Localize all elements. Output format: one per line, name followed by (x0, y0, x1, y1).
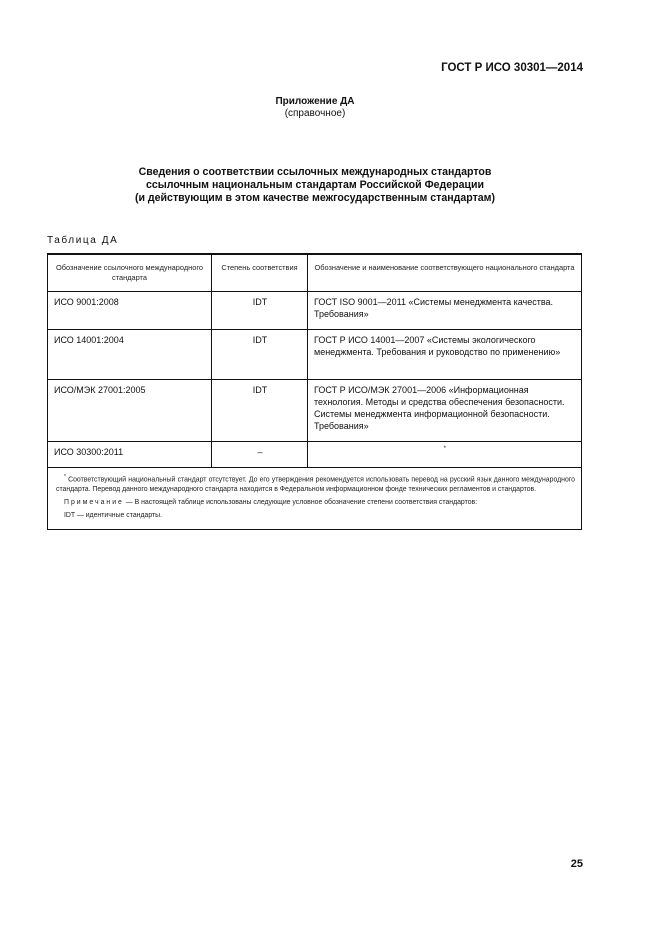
footnote-text: Соответствующий национальный стандарт отсутствует. До его утверждения рекомендуется использовать перевод на русский язык данного международного стандарта. Перевод данного международного стандарта находится в Федеральном информационном фонде технических регламентов и стандартов. (56, 476, 576, 494)
table-caption: Таблица ДА (47, 235, 119, 246)
table-row (48, 442, 582, 468)
table-row (48, 330, 582, 380)
footnote-superscript: * (64, 474, 66, 480)
annex-header (0, 96, 630, 119)
section-heading (0, 166, 630, 205)
table-row (48, 380, 582, 442)
column-header-degree: Степень соответствия (212, 254, 308, 292)
cell-degree: IDT (212, 380, 308, 442)
idt-paragraph: IDT — идентичные стандарты. (64, 511, 163, 519)
cell-intl: ИСО 30300:2011 (48, 442, 212, 468)
heading-line: (и действующим в этом качестве межгосударственным стандартам) (134, 192, 496, 204)
cell-national (308, 442, 582, 468)
standard-code: ГОСТ Р ИСО 30301—2014 (441, 62, 583, 74)
cell-intl: ИСО/МЭК 27001:2005 (48, 380, 212, 442)
correspondence-table (47, 253, 582, 530)
heading-line: Сведения о соответствии ссылочных международных стандартов (138, 166, 492, 178)
table-notes-row (48, 468, 582, 530)
heading-line: ссылочным национальным стандартам Российской Федерации (145, 179, 485, 191)
cell-degree: IDT (212, 330, 308, 380)
cell-intl: ИСО 14001:2004 (48, 330, 212, 380)
cell-degree: IDT (212, 292, 308, 330)
annex-title: Приложение ДА (275, 96, 355, 107)
table-header-row (48, 254, 582, 292)
table-row (48, 292, 582, 330)
cell-national: ГОСТ Р ИСО/МЭК 27001—2006 «Информационная технология. Методы и средства обеспечения безопасности. Системы менеджмента информационной безопасности. Требования» (308, 380, 582, 442)
note-label: Примечание (64, 498, 124, 506)
note-text: — В настоящей таблице использованы следующие условное обозначение степени соответствия стандартов: (123, 498, 478, 506)
column-header-intl: Обозначение ссылочного международного стандарта (48, 254, 212, 292)
table-notes (48, 468, 582, 530)
cell-national: ГОСТ Р ИСО 14001—2007 «Системы экологического менеджмента. Требования и руководство по применению» (308, 330, 582, 380)
footnote-mark: * (443, 446, 446, 452)
column-header-national: Обозначение и наименование соответствующего национального стандарта (308, 254, 582, 292)
cell-national: ГОСТ ISO 9001—2011 «Системы менеджмента качества. Требования» (308, 292, 582, 330)
note-paragraph (56, 498, 575, 508)
page-number: 25 (570, 858, 583, 870)
footnote-paragraph (56, 473, 575, 495)
cell-intl: ИСО 9001:2008 (48, 292, 212, 330)
cell-degree: – (212, 442, 308, 468)
annex-subtitle: (справочное) (284, 108, 346, 119)
